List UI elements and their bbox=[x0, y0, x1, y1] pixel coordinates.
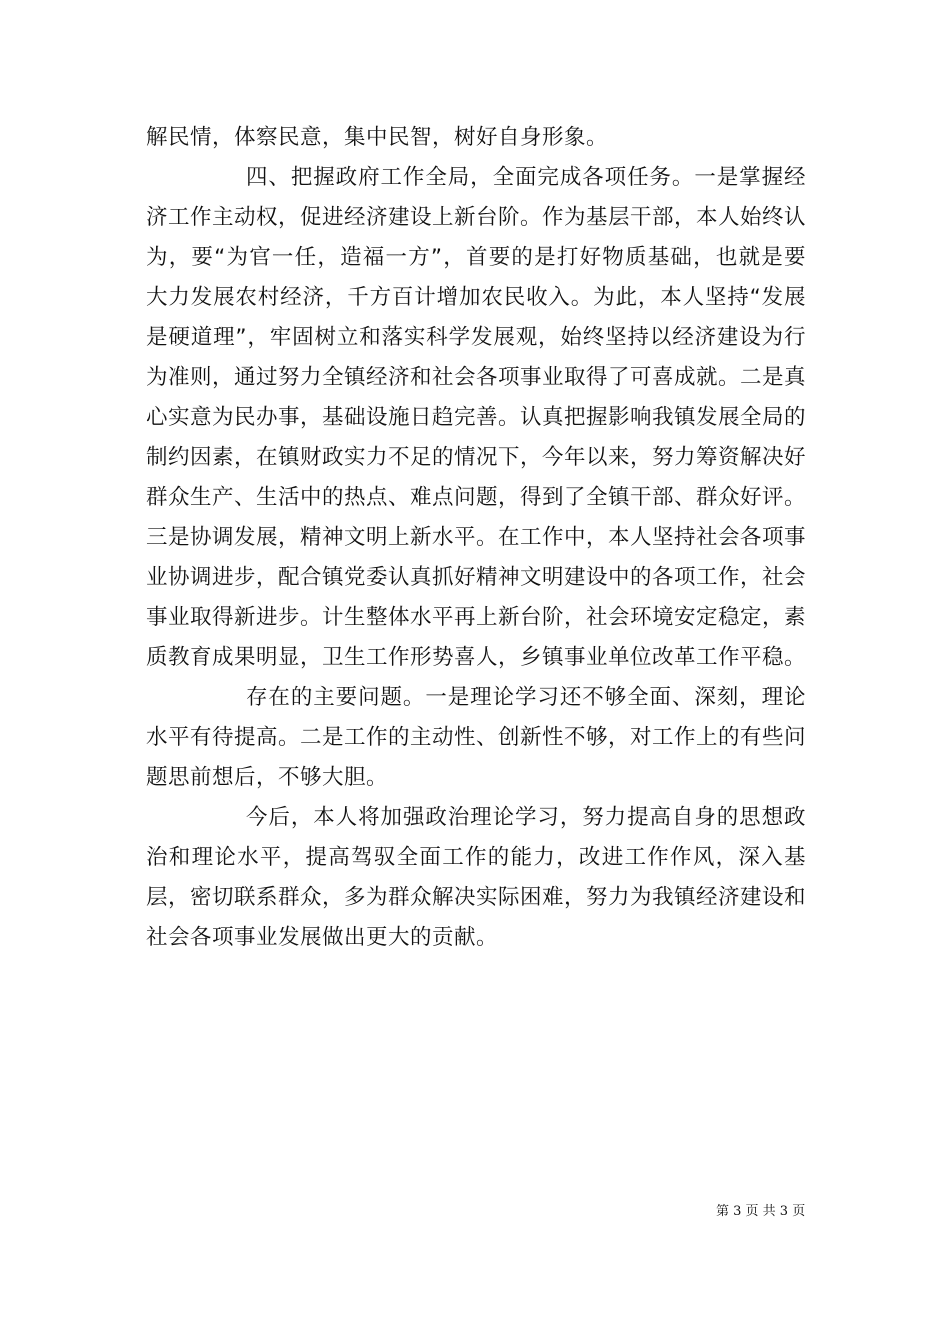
paragraph-main-problems: 存在的主要问题。一是理论学习还不够全面、深刻，理论水平有待提高。二是工作的主动性、创新性不够，对工作上的有些问题思前想后，不够大胆。 bbox=[146, 685, 807, 790]
paragraph-continuation: 解民情，体察民意，集中民智，树好自身形象。 bbox=[146, 125, 609, 150]
paragraph-section-four: 四、把握政府工作全局，全面完成各项任务。一是掌握经济工作主动权，促进经济建设上新台阶。作为基层干部，本人始终认为，要“为官一任，造福一方”，首要的是打好物质基础，也就是要大力发展农村经济，千方百计增加农民收入。为此，本人坚持“发展是硬道理”，牢固树立和落实科学发展观，始终坚持以经济建设为行为准则，通过努力全镇经济和社会各项事业取得了可喜成就。二是真心实意为民办事，基础设施日趋完善。认真把握影响我镇发展全局的制约因素，在镇财政实力不足的情况下，今年以来，努力筹资解决好群众生产、生活中的热点、难点问题，得到了全镇干部、群众好评。三是协调发展，精神文明上新水平。在工作中，本人坚持社会各项事业协调进步，配合镇党委认真抓好精神文明建设中的各项工作，社会事业取得新进步。计生整体水平再上新台阶，社会环境安定稳定，素质教育成果明显，卫生工作形势喜人，乡镇事业单位改革工作平稳。 bbox=[146, 165, 807, 670]
page-number: 第 3 页 共 3 页 bbox=[716, 1204, 806, 1219]
paragraph-future-plans: 今后，本人将加强政治理论学习，努力提高自身的思想政治和理论水平，提高驾驭全面工作的能力，改进工作作风，深入基层，密切联系群众，多为群众解决实际困难，努力为我镇经济建设和社会各项事业发展做出更大的贡献。 bbox=[146, 805, 807, 950]
document-body bbox=[146, 118, 806, 958]
